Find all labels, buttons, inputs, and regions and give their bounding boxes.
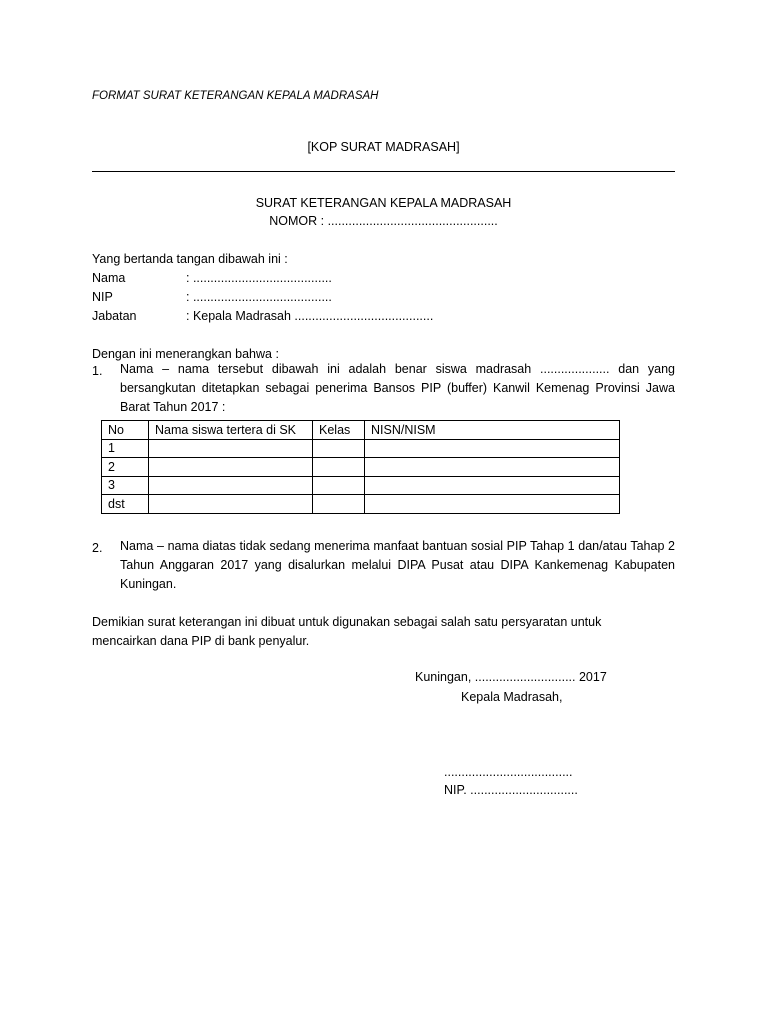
table-row: [102, 439, 620, 458]
item-2-number: 2.: [92, 541, 103, 555]
letter-title: SURAT KETERANGAN KEPALA MADRASAH: [255, 196, 512, 210]
item-2-text: Nama – nama diatas tidak sedang menerima manfaat bantuan sosial PIP Tahap 1 dan/atau Tahap 2 Tahun Anggaran 2017 yang disalurkan melalui DIPA Pusat atau DIPA Kankemenag Kabupaten Kuningan.: [120, 539, 675, 591]
table-cell: [313, 476, 365, 495]
place-date: Kuningan, ............................. 2017: [415, 670, 607, 684]
table-cell: [365, 495, 620, 514]
student-table: [101, 420, 620, 514]
table-cell: [365, 476, 620, 495]
intro-text: Yang bertanda tangan dibawah ini :: [92, 252, 288, 266]
table-cell: [313, 439, 365, 458]
field-value-jabatan: : Kepala Madrasah ........................................: [186, 309, 434, 323]
table-cell: [149, 495, 313, 514]
item-1-text: Nama – nama tersebut dibawah ini adalah benar siswa madrasah .................... dan yang bersangkutan ditetapkan sebagai penerima Bansos PIP (buffer) Kanwil Kemenag Provinsi Jawa Barat Tahun 2017 :: [120, 362, 675, 414]
letter-number: NOMOR : .................................................: [269, 214, 498, 228]
field-value-nama: : ........................................: [186, 271, 332, 285]
table-cell: [365, 439, 620, 458]
table-cell: [313, 458, 365, 477]
field-label-jabatan: Jabatan: [92, 309, 137, 323]
table-cell: [149, 458, 313, 477]
table-cell: [313, 495, 365, 514]
field-label-nip: NIP: [92, 290, 113, 304]
header-nisn: NISN/NISM: [365, 421, 620, 440]
closing-paragraph: Demikian surat keterangan ini dibuat untuk digunakan sebagai salah satu persyaratan untuk mencairkan dana PIP di bank penyalur.: [92, 615, 602, 648]
table-row: [102, 458, 620, 477]
signer-title: Kepala Madrasah,: [461, 690, 563, 704]
field-label-nama: Nama: [92, 271, 126, 285]
declaration-text: Dengan ini menerangkan bahwa :: [92, 347, 279, 361]
table-cell: [149, 439, 313, 458]
table-cell: 1: [102, 439, 149, 458]
letterhead-placeholder: [KOP SURAT MADRASAH]: [307, 140, 460, 154]
table-cell: [149, 476, 313, 495]
table-row: [102, 476, 620, 495]
table-cell: [365, 458, 620, 477]
item-1-number: 1.: [92, 364, 103, 378]
table-header-row: [102, 421, 620, 440]
format-title: FORMAT SURAT KETERANGAN KEPALA MADRASAH: [92, 90, 379, 102]
header-kelas: Kelas: [313, 421, 365, 440]
table-cell: 3: [102, 476, 149, 495]
header-no: No: [102, 421, 149, 440]
table-row: [102, 495, 620, 514]
signer-nip: NIP. ...............................: [444, 783, 578, 797]
table-cell: dst: [102, 495, 149, 514]
letterhead-divider: [92, 171, 675, 172]
signature-line: .....................................: [444, 765, 573, 779]
header-nama: Nama siswa tertera di SK: [149, 421, 313, 440]
table-cell: 2: [102, 458, 149, 477]
field-value-nip: : ........................................: [186, 290, 332, 304]
